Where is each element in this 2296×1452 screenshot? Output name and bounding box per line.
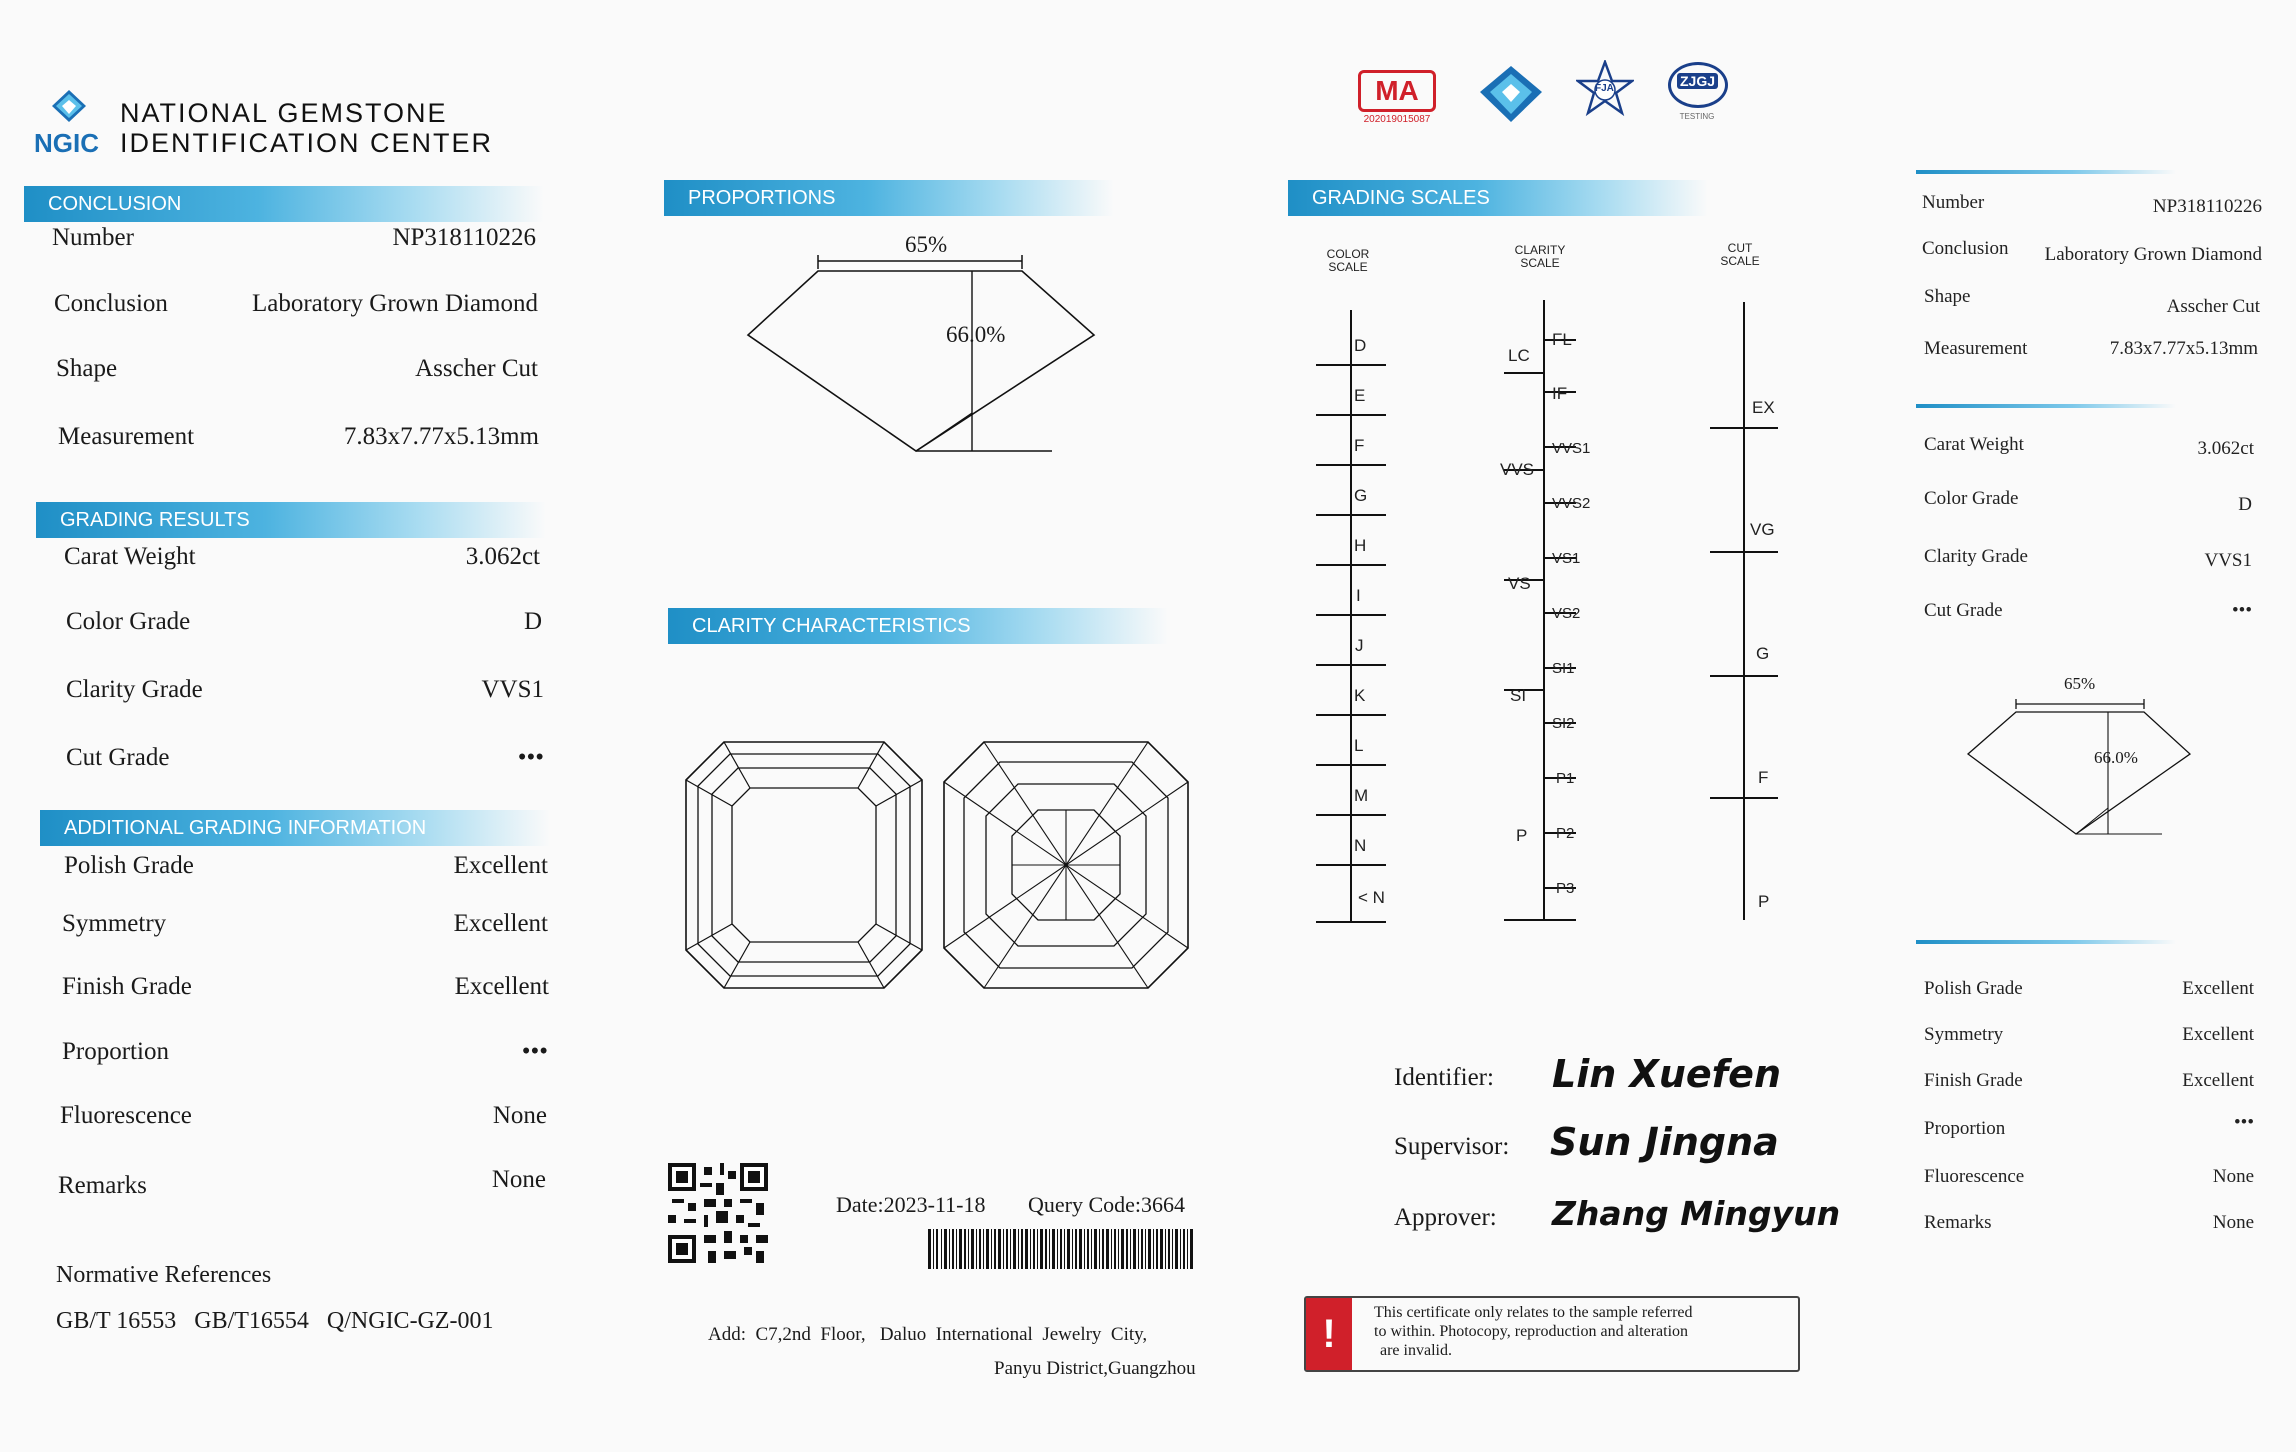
cut-scale-axis: [1700, 302, 1780, 922]
cma-logo: [1354, 70, 1440, 130]
color-tick: E: [1354, 386, 1366, 405]
clarity-tick: P2: [1556, 825, 1575, 842]
warning-icon: !: [1306, 1298, 1352, 1370]
cut-tick: F: [1758, 768, 1769, 787]
field-value: 3.062ct: [2197, 438, 2254, 459]
field-label: Number: [52, 224, 134, 251]
field-label: Conclusion: [54, 290, 168, 317]
crown-plot: [684, 740, 924, 990]
field-value: Asscher Cut: [415, 355, 538, 382]
clarity-group: SI: [1510, 686, 1527, 705]
field-label: Remarks: [1924, 1212, 1992, 1233]
color-scale-title: COLOR SCALE: [1326, 247, 1370, 274]
clarity-tick: IF: [1552, 384, 1568, 403]
cut-tick: VG: [1750, 520, 1775, 539]
field-value: •••: [2234, 1112, 2254, 1133]
proportions-diagram: [740, 235, 1100, 460]
field-value: Excellent: [2182, 1024, 2254, 1045]
field-value: •••: [517, 744, 544, 771]
barcode: [928, 1229, 1198, 1269]
summary-depth-percent: 66.0%: [2094, 748, 2138, 767]
grading-scales-heading: GRADING SCALES: [1288, 180, 1708, 216]
field-value: D: [2238, 494, 2252, 515]
summary-rule-bottom: [1916, 940, 2176, 944]
field-value: Laboratory Grown Diamond: [2044, 244, 2262, 265]
field-value: None: [491, 1166, 546, 1193]
field-label: Carat Weight: [1924, 434, 2024, 455]
clarity-tick: VVS2: [1552, 495, 1591, 512]
field-value: Laboratory Grown Diamond: [251, 290, 538, 317]
color-tick: H: [1354, 536, 1367, 555]
warning-text-3: are invalid.: [1380, 1342, 1452, 1359]
color-tick: D: [1354, 336, 1367, 355]
clarity-tick: P3: [1556, 880, 1575, 897]
field-value: None: [2212, 1212, 2254, 1233]
field-value: None: [2212, 1166, 2254, 1187]
identifier-role: Identifier:: [1394, 1064, 1494, 1091]
color-scale-axis: [1310, 310, 1390, 930]
field-label: Number: [1922, 192, 1985, 213]
color-tick: J: [1355, 636, 1364, 655]
fja-logo: [1576, 60, 1634, 118]
field-value: VVS1: [481, 676, 544, 703]
field-value: NP318110226: [392, 224, 536, 251]
field-label: Finish Grade: [1924, 1070, 2023, 1091]
color-tick: G: [1354, 486, 1368, 505]
supervisor-signature: Sun Jingna: [1550, 1120, 1779, 1164]
clarity-tick: VS2: [1552, 605, 1581, 622]
color-tick: K: [1354, 686, 1366, 705]
summary-rule-middle: [1916, 404, 2176, 408]
pavilion-plot: [942, 740, 1190, 990]
org-name-line2: IDENTIFICATION CENTER: [120, 128, 494, 158]
color-tick: < N: [1358, 888, 1385, 907]
cma-mark: MA: [1358, 70, 1436, 112]
field-label: Shape: [1924, 286, 1971, 307]
identifier-signature: Lin Xuefen: [1552, 1052, 1782, 1096]
field-label: Fluorescence: [1924, 1166, 2025, 1187]
approver-signature: Zhang Mingyun: [1552, 1194, 1841, 1233]
summary-table-percent: 65%: [2064, 674, 2096, 693]
field-label: Color Grade: [66, 608, 191, 635]
normative-title: Normative References: [56, 1262, 272, 1288]
cut-tick: P: [1758, 892, 1770, 911]
logo-abbrev: NGIC: [34, 128, 99, 158]
field-label: Finish Grade: [62, 973, 192, 1000]
field-label: Symmetry: [1924, 1024, 2004, 1045]
clarity-tick: VVS1: [1552, 440, 1591, 457]
field-label: Remarks: [58, 1172, 147, 1199]
ngic-logo: [34, 88, 114, 160]
field-value: Excellent: [2182, 978, 2254, 999]
field-value: VVS1: [2204, 550, 2252, 571]
field-value: Excellent: [453, 910, 548, 937]
proportions-heading: PROPORTIONS: [664, 180, 1114, 216]
clarity-tick: VS1: [1552, 550, 1581, 567]
cut-scale-title: CUT SCALE: [1720, 241, 1760, 268]
field-value: Excellent: [454, 973, 549, 1000]
field-label: Clarity Grade: [66, 676, 203, 703]
clarity-tick: SI2: [1552, 715, 1575, 732]
field-value: •••: [521, 1038, 548, 1065]
normative-refs: GB/T 16553 GB/T16554 Q/NGIC-GZ-001: [56, 1308, 494, 1334]
field-value: Excellent: [453, 852, 548, 879]
field-value: •••: [2232, 600, 2252, 621]
conclusion-heading: CONCLUSION: [24, 186, 544, 222]
approver-role: Approver:: [1394, 1204, 1497, 1231]
cut-tick: EX: [1752, 398, 1775, 417]
field-label: Clarity Grade: [1924, 546, 2028, 567]
field-label: Cut Grade: [66, 744, 170, 771]
field-label: Shape: [56, 355, 118, 382]
warning-text-1: This certificate only relates to the sample referred: [1374, 1304, 1693, 1321]
field-label: Polish Grade: [64, 852, 194, 879]
clarity-group: P: [1516, 826, 1528, 845]
grading-results-heading: GRADING RESULTS: [36, 502, 546, 538]
zjgj-logo: [1668, 62, 1730, 124]
field-value: NP318110226: [2152, 196, 2262, 217]
field-label: Conclusion: [1922, 238, 2009, 259]
depth-percent: 66.0%: [946, 322, 1006, 347]
zjgj-text: ZJGJ: [1677, 73, 1718, 89]
fja-text: FJA: [1595, 83, 1614, 94]
warning-box: [1304, 1296, 1800, 1372]
cut-tick: G: [1756, 644, 1770, 663]
address-line1: Add: C7,2nd Floor, Daluo International Jewelry City,: [708, 1324, 1148, 1345]
color-tick: N: [1354, 836, 1367, 855]
org-name-line1: NATIONAL GEMSTONE: [120, 98, 448, 128]
additional-heading: ADDITIONAL GRADING INFORMATION: [40, 810, 550, 846]
field-value: 3.062ct: [465, 543, 540, 570]
qr-code: [668, 1160, 768, 1266]
clarity-scale-title: CLARITY SCALE: [1514, 243, 1566, 270]
color-tick: M: [1354, 786, 1369, 805]
address-line2: Panyu District,Guangzhou: [994, 1358, 1196, 1379]
issue-date: Date:2023-11-18: [836, 1192, 986, 1217]
field-label: Cut Grade: [1924, 600, 2003, 621]
field-label: Color Grade: [1924, 488, 2019, 509]
field-label: Measurement: [58, 423, 195, 450]
clarity-tick: SI1: [1552, 660, 1575, 677]
summary-rule-top: [1916, 170, 2176, 174]
field-value: 7.83x7.77x5.13mm: [2109, 338, 2258, 359]
clarity-group: VVS: [1500, 460, 1535, 479]
field-value: Asscher Cut: [2166, 296, 2260, 317]
clarity-group: VS: [1508, 574, 1531, 593]
field-value: Excellent: [2182, 1070, 2254, 1091]
clarity-tick: P1: [1556, 770, 1575, 787]
diamond-logo-icon: [1476, 64, 1546, 124]
field-value: D: [523, 608, 542, 635]
field-label: Measurement: [1924, 338, 2028, 359]
clarity-group: LC: [1508, 346, 1530, 365]
field-label: Proportion: [1924, 1118, 2006, 1139]
summary-proportions-diagram: [1964, 692, 2196, 842]
color-tick: L: [1354, 736, 1364, 755]
field-label: Carat Weight: [64, 543, 196, 570]
clarity-tick: FL: [1552, 330, 1572, 349]
color-tick: F: [1354, 436, 1365, 455]
table-percent: 65%: [905, 232, 948, 257]
query-code: Query Code:3664: [1028, 1192, 1186, 1217]
warning-text-2: to within. Photocopy, reproduction and alteration: [1374, 1323, 1689, 1340]
field-label: Polish Grade: [1924, 978, 2023, 999]
field-label: Fluorescence: [60, 1102, 192, 1129]
field-value: 7.83x7.77x5.13mm: [343, 423, 539, 450]
field-label: Proportion: [62, 1038, 169, 1065]
color-tick: I: [1356, 586, 1361, 605]
field-label: Symmetry: [62, 910, 167, 937]
supervisor-role: Supervisor:: [1394, 1133, 1510, 1160]
zjgj-sub: TESTING: [1679, 112, 1715, 121]
field-value: None: [492, 1102, 547, 1129]
cma-number: 202019015087: [1363, 114, 1431, 125]
clarity-characteristics-heading: CLARITY CHARACTERISTICS: [668, 608, 1168, 644]
